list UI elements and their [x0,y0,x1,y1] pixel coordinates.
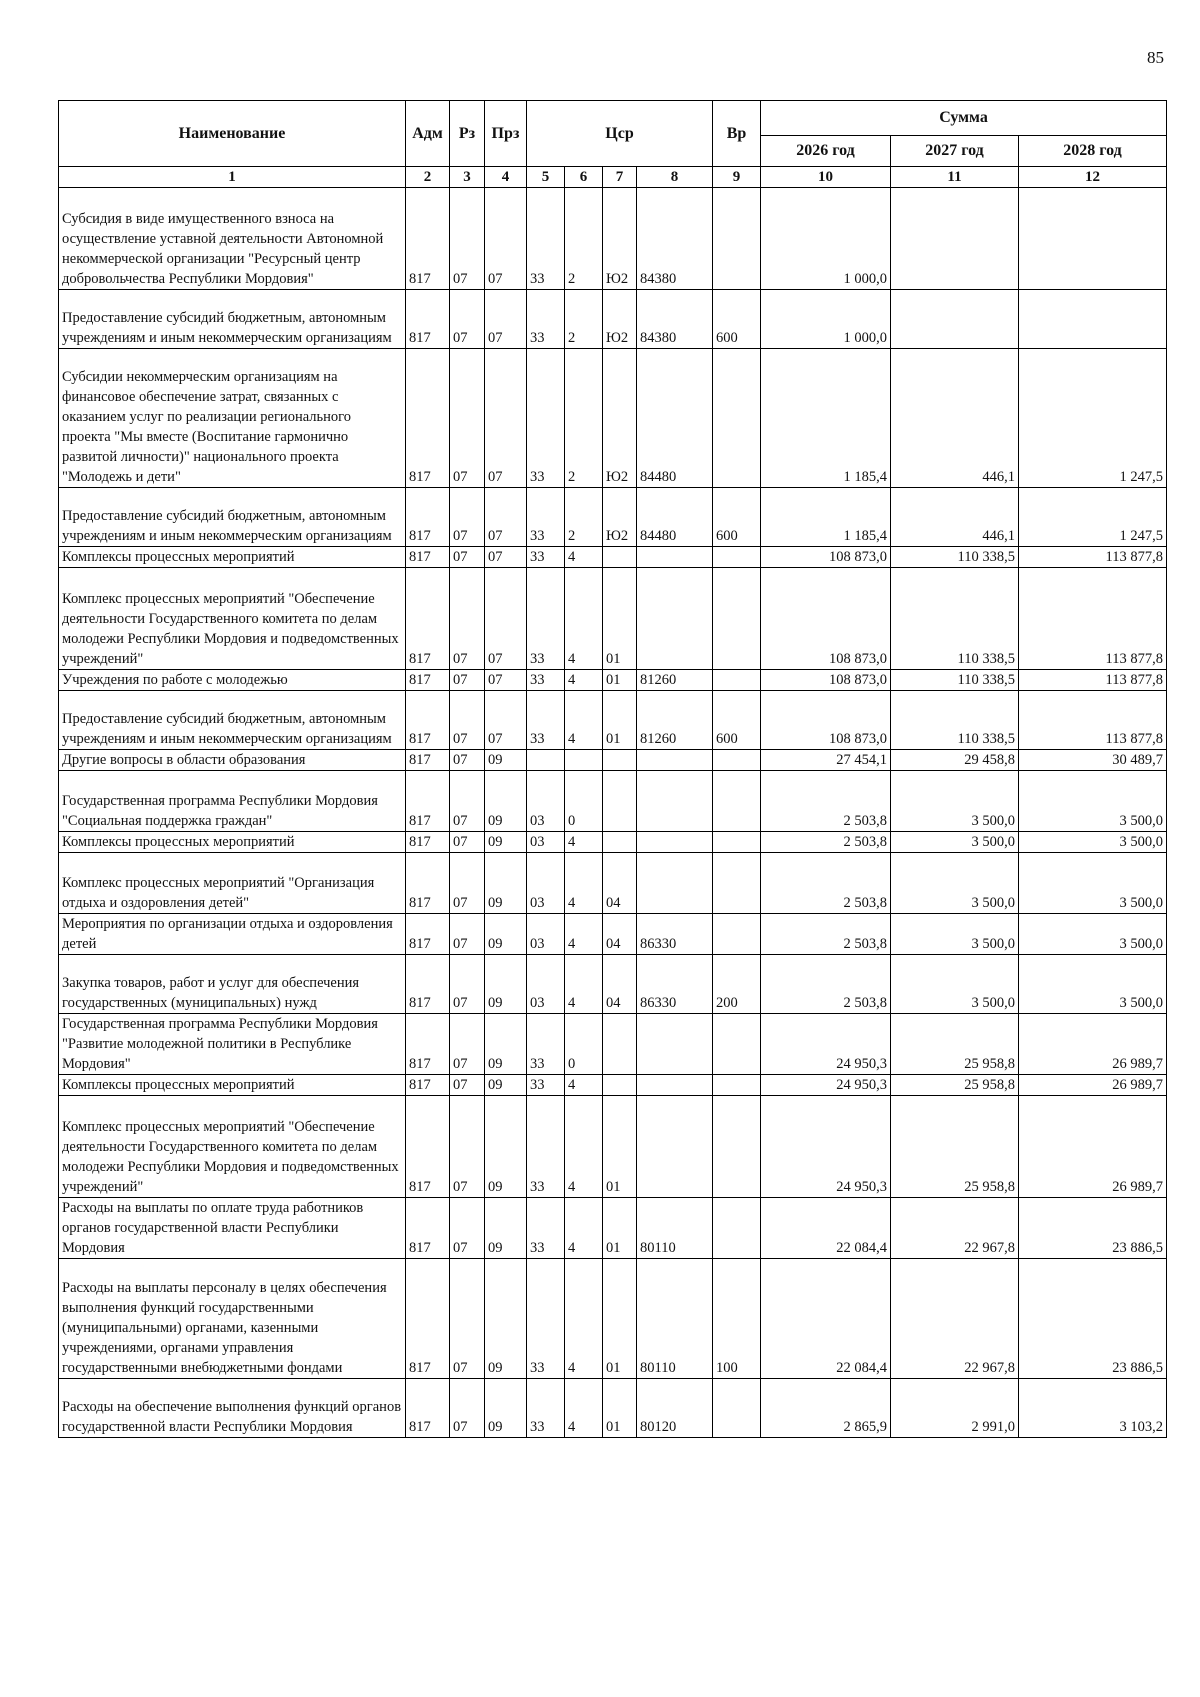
row-csr-structure: 01 [603,1379,637,1438]
row-rz: 07 [450,547,485,568]
row-csr-program: 33 [527,290,565,349]
column-number: 5 [527,167,565,188]
row-sum-2027: 3 500,0 [891,832,1019,853]
row-csr-structure: 01 [603,1259,637,1379]
row-sum-2026: 2 503,8 [761,955,891,1014]
row-sum-2028: 23 886,5 [1019,1259,1167,1379]
row-sum-2028: 113 877,8 [1019,670,1167,691]
row-csr-type: 4 [565,691,603,750]
row-sum-2027: 110 338,5 [891,691,1019,750]
row-csr-program: 33 [527,488,565,547]
row-csr-type: 2 [565,290,603,349]
row-sum-2027: 25 958,8 [891,1075,1019,1096]
row-csr-structure: Ю2 [603,290,637,349]
row-prz: 07 [485,488,527,547]
row-prz: 07 [485,188,527,290]
row-csr-direction: 80120 [637,1379,713,1438]
row-sum-2026: 2 503,8 [761,853,891,914]
row-csr-direction [637,853,713,914]
row-csr-structure: 04 [603,955,637,1014]
column-number: 3 [450,167,485,188]
row-prz: 09 [485,750,527,771]
row-prz: 07 [485,547,527,568]
column-number: 4 [485,167,527,188]
column-number: 7 [603,167,637,188]
row-rz: 07 [450,832,485,853]
row-sum-2026: 24 950,3 [761,1075,891,1096]
row-sum-2028: 26 989,7 [1019,1075,1167,1096]
table-row [59,290,1167,349]
row-adm: 817 [406,488,450,547]
row-csr-direction: 80110 [637,1259,713,1379]
row-adm: 817 [406,691,450,750]
table-body [59,188,1167,1438]
row-rz: 07 [450,1096,485,1198]
row-rz: 07 [450,914,485,955]
column-number: 9 [713,167,761,188]
row-sum-2028: 26 989,7 [1019,1014,1167,1075]
row-csr-structure [603,750,637,771]
row-sum-2027: 110 338,5 [891,547,1019,568]
row-adm: 817 [406,1014,450,1075]
row-sum-2027: 25 958,8 [891,1096,1019,1198]
row-csr-program: 03 [527,955,565,1014]
row-csr-program: 33 [527,349,565,488]
row-adm: 817 [406,349,450,488]
row-rz: 07 [450,771,485,832]
table-row [59,1096,1167,1198]
row-sum-2028: 3 500,0 [1019,853,1167,914]
row-sum-2026: 24 950,3 [761,1096,891,1198]
row-csr-type: 4 [565,1075,603,1096]
row-csr-structure [603,771,637,832]
row-sum-2026: 22 084,4 [761,1198,891,1259]
row-name: Учреждения по работе с молодежью [59,670,406,691]
row-adm: 817 [406,771,450,832]
row-sum-2027: 22 967,8 [891,1259,1019,1379]
row-vr: 600 [713,691,761,750]
row-csr-type: 4 [565,670,603,691]
row-sum-2027: 3 500,0 [891,914,1019,955]
row-csr-direction [637,568,713,670]
table-row [59,1379,1167,1438]
row-csr-direction [637,1014,713,1075]
row-csr-type: 4 [565,853,603,914]
row-rz: 07 [450,568,485,670]
row-adm: 817 [406,188,450,290]
row-adm: 817 [406,1198,450,1259]
row-sum-2027: 3 500,0 [891,771,1019,832]
row-name: Комплекс процессных мероприятий "Обеспечение деятельности Государственного комитета по делам молодежи Республики Мордовия и подведомственных учреждений" [59,568,406,670]
table-row [59,853,1167,914]
row-csr-direction: 84480 [637,488,713,547]
row-rz: 07 [450,955,485,1014]
row-rz: 07 [450,488,485,547]
row-sum-2026: 27 454,1 [761,750,891,771]
row-sum-2027: 110 338,5 [891,670,1019,691]
column-number: 6 [565,167,603,188]
row-rz: 07 [450,1014,485,1075]
row-vr [713,1096,761,1198]
row-csr-structure: 01 [603,670,637,691]
row-csr-program: 03 [527,914,565,955]
row-name: Комплексы процессных мероприятий [59,547,406,568]
row-csr-program: 33 [527,1014,565,1075]
row-name: Другие вопросы в области образования [59,750,406,771]
row-prz: 09 [485,1096,527,1198]
row-vr [713,853,761,914]
row-vr [713,188,761,290]
row-csr-direction [637,547,713,568]
row-prz: 09 [485,853,527,914]
row-sum-2027: 2 991,0 [891,1379,1019,1438]
row-name: Закупка товаров, работ и услуг для обеспечения государственных (муниципальных) нужд [59,955,406,1014]
row-adm: 817 [406,1259,450,1379]
header-sum: Сумма [761,101,1167,136]
row-rz: 07 [450,1259,485,1379]
row-vr [713,1075,761,1096]
row-adm: 817 [406,670,450,691]
row-csr-direction: 84380 [637,290,713,349]
row-csr-direction [637,1096,713,1198]
row-sum-2026: 108 873,0 [761,568,891,670]
row-adm: 817 [406,832,450,853]
row-csr-direction: 80110 [637,1198,713,1259]
row-vr [713,568,761,670]
row-csr-program: 33 [527,1075,565,1096]
row-sum-2028: 26 989,7 [1019,1096,1167,1198]
row-sum-2028: 30 489,7 [1019,750,1167,771]
row-sum-2026: 108 873,0 [761,691,891,750]
row-vr [713,670,761,691]
row-adm: 817 [406,1379,450,1438]
row-adm: 817 [406,568,450,670]
row-rz: 07 [450,1379,485,1438]
header-csr: Цср [527,101,713,167]
row-adm: 817 [406,750,450,771]
table-row [59,1075,1167,1096]
table-row [59,1259,1167,1379]
header-year-2028: 2028 год [1019,136,1167,167]
row-adm: 817 [406,290,450,349]
header-adm: Адм [406,101,450,167]
table-row [59,691,1167,750]
row-csr-structure [603,547,637,568]
row-csr-structure: 04 [603,914,637,955]
row-csr-structure: Ю2 [603,488,637,547]
row-sum-2027: 446,1 [891,488,1019,547]
row-name: Расходы на выплаты персоналу в целях обеспечения выполнения функций государственными (муниципальными) органами, казенными учреждениями, органами управления государственными внебюджетными фондами [59,1259,406,1379]
row-csr-type: 4 [565,955,603,1014]
row-name: Мероприятия по организации отдыха и оздоровления детей [59,914,406,955]
row-csr-program [527,750,565,771]
row-csr-type: 4 [565,1379,603,1438]
header-year-2027: 2027 год [891,136,1019,167]
table-row [59,188,1167,290]
row-csr-type: 2 [565,488,603,547]
row-vr: 200 [713,955,761,1014]
row-sum-2027 [891,188,1019,290]
row-sum-2028: 1 247,5 [1019,488,1167,547]
row-csr-direction: 84380 [637,188,713,290]
row-rz: 07 [450,670,485,691]
table-row [59,750,1167,771]
row-csr-direction: 81260 [637,670,713,691]
row-vr [713,1198,761,1259]
row-rz: 07 [450,1198,485,1259]
row-vr [713,349,761,488]
row-name: Государственная программа Республики Мордовия "Развитие молодежной политики в Республике Мордовия" [59,1014,406,1075]
table-row [59,568,1167,670]
row-rz: 07 [450,188,485,290]
row-name: Комплекс процессных мероприятий "Организация отдыха и оздоровления детей" [59,853,406,914]
row-sum-2027: 3 500,0 [891,853,1019,914]
row-sum-2028: 1 247,5 [1019,349,1167,488]
row-csr-direction: 84480 [637,349,713,488]
row-csr-program: 33 [527,691,565,750]
row-csr-program: 03 [527,832,565,853]
row-csr-structure [603,1014,637,1075]
row-name: Государственная программа Республики Мордовия "Социальная поддержка граждан" [59,771,406,832]
row-name: Субсидия в виде имущественного взноса на осуществление уставной деятельности Автономной некоммерческой организации "Ресурсный центр добровольчества Республики Мордовия" [59,188,406,290]
row-csr-direction [637,750,713,771]
row-rz: 07 [450,853,485,914]
header-prz: Прз [485,101,527,167]
row-csr-type [565,750,603,771]
row-sum-2026: 2 503,8 [761,832,891,853]
column-number: 8 [637,167,713,188]
row-prz: 09 [485,1259,527,1379]
row-csr-direction: 86330 [637,914,713,955]
row-sum-2028: 113 877,8 [1019,547,1167,568]
header-rz: Рз [450,101,485,167]
column-number: 11 [891,167,1019,188]
header-name: Наименование [59,101,406,167]
row-csr-structure: 04 [603,853,637,914]
row-csr-type: 2 [565,188,603,290]
row-rz: 07 [450,1075,485,1096]
row-vr [713,1014,761,1075]
row-name: Предоставление субсидий бюджетным, автономным учреждениям и иным некоммерческим организациям [59,290,406,349]
row-vr: 600 [713,290,761,349]
row-sum-2027: 25 958,8 [891,1014,1019,1075]
row-csr-structure: Ю2 [603,188,637,290]
row-csr-type: 4 [565,568,603,670]
row-adm: 817 [406,547,450,568]
row-csr-program: 33 [527,547,565,568]
header-year-2026: 2026 год [761,136,891,167]
row-prz: 09 [485,832,527,853]
row-prz: 07 [485,349,527,488]
row-sum-2028: 113 877,8 [1019,691,1167,750]
row-sum-2027: 3 500,0 [891,955,1019,1014]
row-sum-2027 [891,290,1019,349]
table-row [59,1198,1167,1259]
row-sum-2026: 2 865,9 [761,1379,891,1438]
row-sum-2026: 24 950,3 [761,1014,891,1075]
row-vr [713,547,761,568]
row-csr-program: 33 [527,1198,565,1259]
table-row [59,771,1167,832]
row-prz: 07 [485,290,527,349]
table-row [59,547,1167,568]
row-sum-2026: 1 185,4 [761,488,891,547]
row-sum-2028: 3 500,0 [1019,955,1167,1014]
row-name: Расходы на обеспечение выполнения функций органов государственной власти Республики Мордовия [59,1379,406,1438]
row-sum-2026: 2 503,8 [761,771,891,832]
row-csr-type: 4 [565,1259,603,1379]
row-sum-2027: 22 967,8 [891,1198,1019,1259]
column-number: 12 [1019,167,1167,188]
row-vr: 600 [713,488,761,547]
row-vr [713,750,761,771]
row-csr-structure: 01 [603,1198,637,1259]
row-csr-type: 4 [565,1096,603,1198]
header-vr: Вр [713,101,761,167]
row-csr-structure: Ю2 [603,349,637,488]
row-csr-type: 4 [565,1198,603,1259]
row-sum-2028: 3 500,0 [1019,771,1167,832]
row-vr [713,832,761,853]
row-csr-structure: 01 [603,691,637,750]
page-number: 85 [1147,48,1164,67]
row-csr-direction: 81260 [637,691,713,750]
table-row [59,349,1167,488]
row-prz: 09 [485,1379,527,1438]
row-csr-direction: 86330 [637,955,713,1014]
row-csr-type: 4 [565,914,603,955]
table-row [59,670,1167,691]
table-header-row [59,101,1167,136]
row-csr-program: 33 [527,670,565,691]
row-csr-program: 33 [527,188,565,290]
column-number: 2 [406,167,450,188]
column-number-row [59,167,1167,188]
row-prz: 07 [485,670,527,691]
row-csr-direction [637,832,713,853]
row-csr-type: 4 [565,547,603,568]
row-csr-program: 33 [527,1096,565,1198]
row-name: Предоставление субсидий бюджетным, автономным учреждениям и иным некоммерческим организациям [59,691,406,750]
row-adm: 817 [406,955,450,1014]
row-rz: 07 [450,349,485,488]
row-sum-2026: 1 185,4 [761,349,891,488]
row-prz: 09 [485,955,527,1014]
row-prz: 09 [485,1198,527,1259]
row-rz: 07 [450,290,485,349]
table-row [59,488,1167,547]
row-prz: 09 [485,771,527,832]
row-vr [713,771,761,832]
row-sum-2026: 2 503,8 [761,914,891,955]
row-csr-program: 33 [527,1379,565,1438]
row-csr-structure [603,1075,637,1096]
row-csr-structure [603,832,637,853]
row-sum-2027: 446,1 [891,349,1019,488]
row-adm: 817 [406,914,450,955]
row-csr-program: 03 [527,853,565,914]
row-csr-type: 4 [565,832,603,853]
row-vr [713,1379,761,1438]
row-sum-2028: 3 500,0 [1019,832,1167,853]
row-name: Расходы на выплаты по оплате труда работников органов государственной власти Республики Мордовия [59,1198,406,1259]
row-csr-direction [637,771,713,832]
row-vr: 100 [713,1259,761,1379]
row-prz: 09 [485,1014,527,1075]
row-adm: 817 [406,1075,450,1096]
row-csr-program: 03 [527,771,565,832]
row-rz: 07 [450,691,485,750]
row-adm: 817 [406,853,450,914]
row-prz: 07 [485,691,527,750]
table-row [59,955,1167,1014]
column-number: 10 [761,167,891,188]
row-sum-2028 [1019,188,1167,290]
table-row [59,914,1167,955]
row-sum-2028: 3 500,0 [1019,914,1167,955]
row-csr-structure: 01 [603,1096,637,1198]
row-name: Комплексы процессных мероприятий [59,1075,406,1096]
row-csr-direction [637,1075,713,1096]
table-row [59,832,1167,853]
row-csr-program: 33 [527,568,565,670]
table-row [59,1014,1167,1075]
row-name: Комплекс процессных мероприятий "Обеспечение деятельности Государственного комитета по делам молодежи Республики Мордовия и подведомственных учреждений" [59,1096,406,1198]
row-prz: 09 [485,914,527,955]
row-sum-2028: 113 877,8 [1019,568,1167,670]
row-adm: 817 [406,1096,450,1198]
row-sum-2026: 108 873,0 [761,670,891,691]
row-csr-type: 2 [565,349,603,488]
row-sum-2026: 1 000,0 [761,188,891,290]
row-name: Субсидии некоммерческим организациям на финансовое обеспечение затрат, связанных с оказанием услуг по реализации регионального проекта "Мы вместе (Воспитание гармонично развитой личности)" национального проекта "Молодежь и дети" [59,349,406,488]
row-sum-2026: 1 000,0 [761,290,891,349]
row-prz: 07 [485,568,527,670]
column-number: 1 [59,167,406,188]
row-name: Предоставление субсидий бюджетным, автономным учреждениям и иным некоммерческим организациям [59,488,406,547]
row-csr-structure: 01 [603,568,637,670]
row-prz: 09 [485,1075,527,1096]
row-sum-2027: 29 458,8 [891,750,1019,771]
row-csr-program: 33 [527,1259,565,1379]
row-name: Комплексы процессных мероприятий [59,832,406,853]
row-sum-2028: 23 886,5 [1019,1198,1167,1259]
row-rz: 07 [450,750,485,771]
row-csr-type: 0 [565,1014,603,1075]
row-sum-2026: 22 084,4 [761,1259,891,1379]
row-vr [713,914,761,955]
row-sum-2027: 110 338,5 [891,568,1019,670]
row-csr-type: 0 [565,771,603,832]
budget-table [58,100,1167,1438]
row-sum-2028: 3 103,2 [1019,1379,1167,1438]
row-sum-2028 [1019,290,1167,349]
row-sum-2026: 108 873,0 [761,547,891,568]
